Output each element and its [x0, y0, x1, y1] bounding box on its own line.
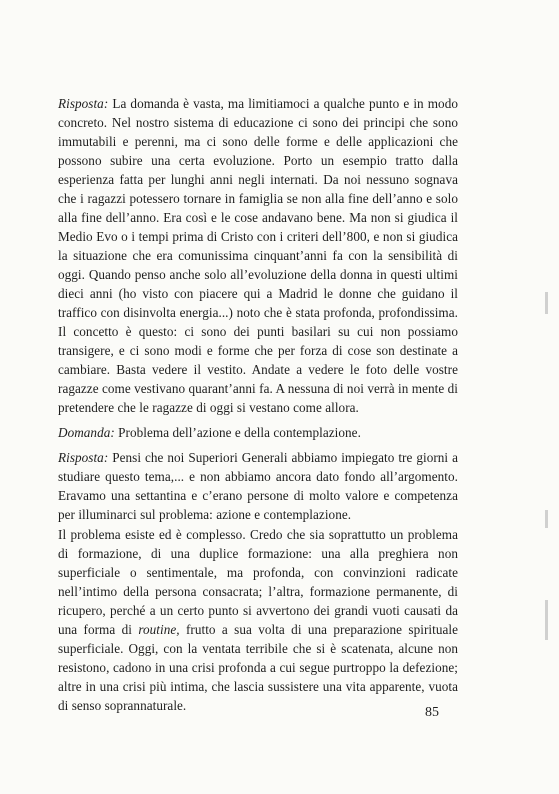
margin-mark	[545, 292, 548, 314]
answer-label: Risposta:	[58, 450, 109, 465]
margin-mark	[545, 510, 548, 528]
question-label: Domanda:	[58, 425, 115, 440]
question-paragraph	[58, 423, 458, 442]
answer-paragraph-2	[58, 448, 458, 524]
text-body	[58, 94, 458, 715]
question-text: Problema dell’azione e della contemplazione.	[114, 425, 361, 440]
answer-text: La domanda è vasta, ma limitiamoci a qualche punto e in modo concreto. Nel nostro sistema di educazione ci sono dei principi che sono immutabili e perenni, ma ci sono delle forme e delle applicazioni che possono subire una certa evoluzione. Porto un esempio tratto dalla esperienza fatta per lunghi anni negli internati. Da noi nessuno sognava che i ragazzi potessero tornare in famiglia se non alla fine dell’anno e solo alla fine dell’anno. Era così e le cose andavano bene. Ma non si giudica il Medio Evo o i tempi prima di Cristo con i criteri dell’800, e non si giudica la situazione che era comunissima cinquant’anni fa con la sensibilità di oggi. Quando penso anche solo all’evoluzione della donna in questi ultimi dieci anni (ho visto con piacere qui a Madrid le donne che guidano il traffico con disinvolta energia...) noto che è stata profonda, profondissima. Il concetto è questo: ci sono dei punti basilari su cui non possiamo transigere, e ci sono modi e forme che per forza di cose son destinate a cambiare. Basta vedere il vestito. Andate a vedere le foto delle vostre ragazze come vestivano quarant’anni fa. A nessuna di noi verrà in mente di pretendere che le ragazze di oggi si vestano come allora.	[58, 96, 458, 415]
body-paragraph	[58, 525, 458, 715]
body-text-start: Il problema esiste ed è complesso. Credo che sia soprattutto un problema di formazione, di una duplice formazione: una alla preghiera non superficiale o sentimentale, ma profonda, con convinzioni radicate nell’intimo della persona consacrata; l’altra, formazione permanente, di ricupero, perché a un certo punto si avvertono dei grandi vuoti causati da una forma di	[58, 527, 458, 637]
margin-mark	[545, 600, 548, 640]
page-number: 85	[425, 705, 439, 720]
answer-paragraph-1	[58, 94, 458, 417]
italic-term: routine,	[138, 622, 180, 637]
body-text-end: frutto a sua volta di una preparazione spirituale superficiale. Oggi, con la ventata terribile che si è scatenata, alcune non resistono, cadono in una crisi profonda a cui segue purtroppo la defezione; altre in una crisi più intima, che lascia sussistere una vita apparente, vuota di senso soprannaturale.	[58, 622, 459, 713]
answer-label: Risposta:	[58, 96, 109, 111]
answer-text: Pensi che noi Superiori Generali abbiamo impiegato tre giorni a studiare questo tema,... e non abbiamo ancora dato fondo all’argomento. Eravamo una settantina e c’erano persone di molto valore e competenza per illuminarci sul problema: azione e contemplazione.	[58, 450, 458, 522]
